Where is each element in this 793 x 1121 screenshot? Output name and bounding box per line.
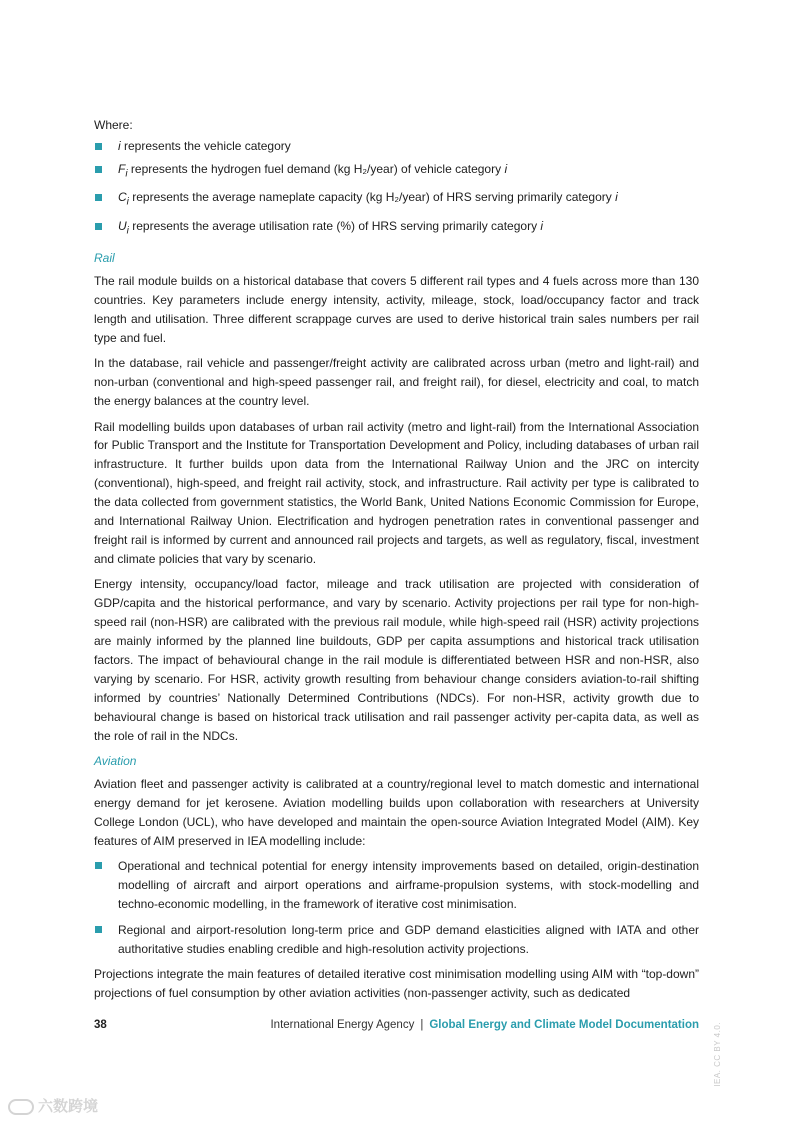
- rail-paragraph: Rail modelling builds upon databases of urban rail activity (metro and light-rail) from the International Association for Public Transport and the Institute for Transportation Development and Policy, including databases of urban rail infrastructure. It further builds upon data from the International Railway Union and the JRC on intercity (conventional), high-speed, and freight rail activity, stock, and infrastructure. Rail activity per type is calibrated to the data collected from government statistics, the World Bank, United Nations Economic Commission for Europe, and International Railway Union. Electrification and hydrogen penetration rates in conventional passenger and freight rail is informed by current and announced rail projects and targets, as well as regulatory, fiscal, investment and climate policies that vary by scenario.: [94, 419, 699, 566]
- variable-subscript: i: [126, 196, 129, 208]
- variable-tail: i: [540, 218, 544, 233]
- square-bullet-icon: [95, 143, 102, 150]
- variable-subscript: i: [126, 225, 129, 237]
- page-content: [94, 113, 699, 1009]
- rail-paragraph: In the database, rail vehicle and passenger/freight activity are calibrated across urban (metro and light-rail) and non-urban (conventional and high-speed passenger rail, and freight rail), for diesel, electricity and coal, to match the energy balances at the country level.: [94, 356, 699, 409]
- list-item: [94, 921, 699, 959]
- where-label: Where:: [94, 118, 133, 132]
- square-bullet-icon: [95, 926, 102, 933]
- aviation-paragraph: Projections integrate the main features of detailed iterative cost minimisation modelling using AIM with “top-down” projections of fuel consumption by other aviation activities (non-passenger activity, such as dedicated: [94, 966, 699, 1000]
- variable-subscript: i: [125, 168, 128, 180]
- variable-symbol: U: [118, 218, 127, 233]
- aviation-paragraph: Aviation fleet and passenger activity is calibrated at a country/regional level to match domestic and international energy demand for jet kerosene. Aviation modelling builds upon collaboration with researchers at University College London (UCL), who have developed and maintain the open-source Aviation Integrated Model (AIM). Key features of AIM preserved in IEA modelling include:: [94, 777, 699, 849]
- square-bullet-icon: [95, 194, 102, 201]
- page-number: 38: [94, 1019, 107, 1031]
- agency-name: International Energy Agency: [270, 1019, 415, 1031]
- aviation-section-title: Aviation: [94, 754, 137, 769]
- rail-paragraph: Energy intensity, occupancy/load factor, mileage and track utilisation are projected with consideration of GDP/capita and the historical performance, and vary by scenario. Activity projections per rail type for non-high-speed rail (non-HSR) are calibrated with the previous rail module, while high-speed rail (HSR) activity projections are mainly informed by the planned line buildouts, GDP per capita assumptions and historical track utilisation factors. The impact of behavioural change in the rail module is differentiated between HSR and non-HSR, also varying by scenario. For HSR, activity growth resulting from behaviour change considers aviation-to-rail shifting informed by countries’ Nationally Determined Contributions (NDCs). For non-HSR, activity growth due to behavioural change is based on historical track utilisation and rail passenger activity per-capita data, as well as the role of rail in the NDCs.: [94, 577, 699, 743]
- square-bullet-icon: [95, 223, 102, 230]
- list-item: [94, 857, 699, 914]
- aviation-features-list: [94, 857, 699, 958]
- variable-symbol: i: [118, 138, 121, 153]
- variable-item: [94, 160, 699, 184]
- list-item-text: Regional and airport-resolution long-term price and GDP demand elasticities aligned with IATA and other authoritative studies enabling credible and high-resolution activity projections.: [118, 922, 699, 956]
- variable-item: [94, 188, 699, 212]
- variable-definitions: [94, 137, 699, 241]
- rail-paragraph: The rail module builds on a historical database that covers 5 different rail types and 4 fuels across more than 130 countries. Key parameters include energy intensity, activity, mileage, stock, load/occupancy factor and track length and utilisation. Three different scrappage curves are used to derive historical train sales numbers per rail type and fuel.: [94, 274, 699, 345]
- variable-description: represents the average nameplate capacity (kg H₂/year) of HRS serving primarily category: [128, 190, 616, 205]
- list-item-text: Operational and technical potential for energy intensity improvements based on detailed, origin-destination modelling of aircraft and airport operations and airframe-propulsion systems, with stock-modelling and techno-economic modelling, in the framework of iterative cost minimisation.: [118, 859, 699, 912]
- footer-separator: |: [420, 1019, 424, 1031]
- variable-symbol: C: [118, 190, 127, 205]
- watermark: [8, 1095, 98, 1116]
- variable-tail: i: [504, 162, 508, 176]
- square-bullet-icon: [95, 166, 102, 173]
- document-title: Global Energy and Climate Model Documentation: [429, 1019, 699, 1031]
- footer-publication: [270, 1019, 699, 1031]
- variable-description: represents the average utilisation rate (%) of HRS serving primarily category: [128, 218, 541, 233]
- rail-section-title: Rail: [94, 251, 115, 266]
- variable-description: represents the hydrogen fuel demand (kg H₂/year) of vehicle category: [127, 162, 505, 176]
- license-note: IEA. CC BY 4.0.: [713, 1022, 722, 1087]
- watermark-text: 六数跨境: [38, 1098, 99, 1115]
- variable-item: [94, 137, 699, 156]
- variable-description: represents the vehicle category: [120, 138, 291, 153]
- square-bullet-icon: [95, 862, 102, 869]
- watermark-logo-icon: [8, 1099, 34, 1115]
- variable-symbol: F: [118, 162, 126, 176]
- variable-tail: i: [615, 190, 618, 205]
- variable-item: [94, 217, 699, 241]
